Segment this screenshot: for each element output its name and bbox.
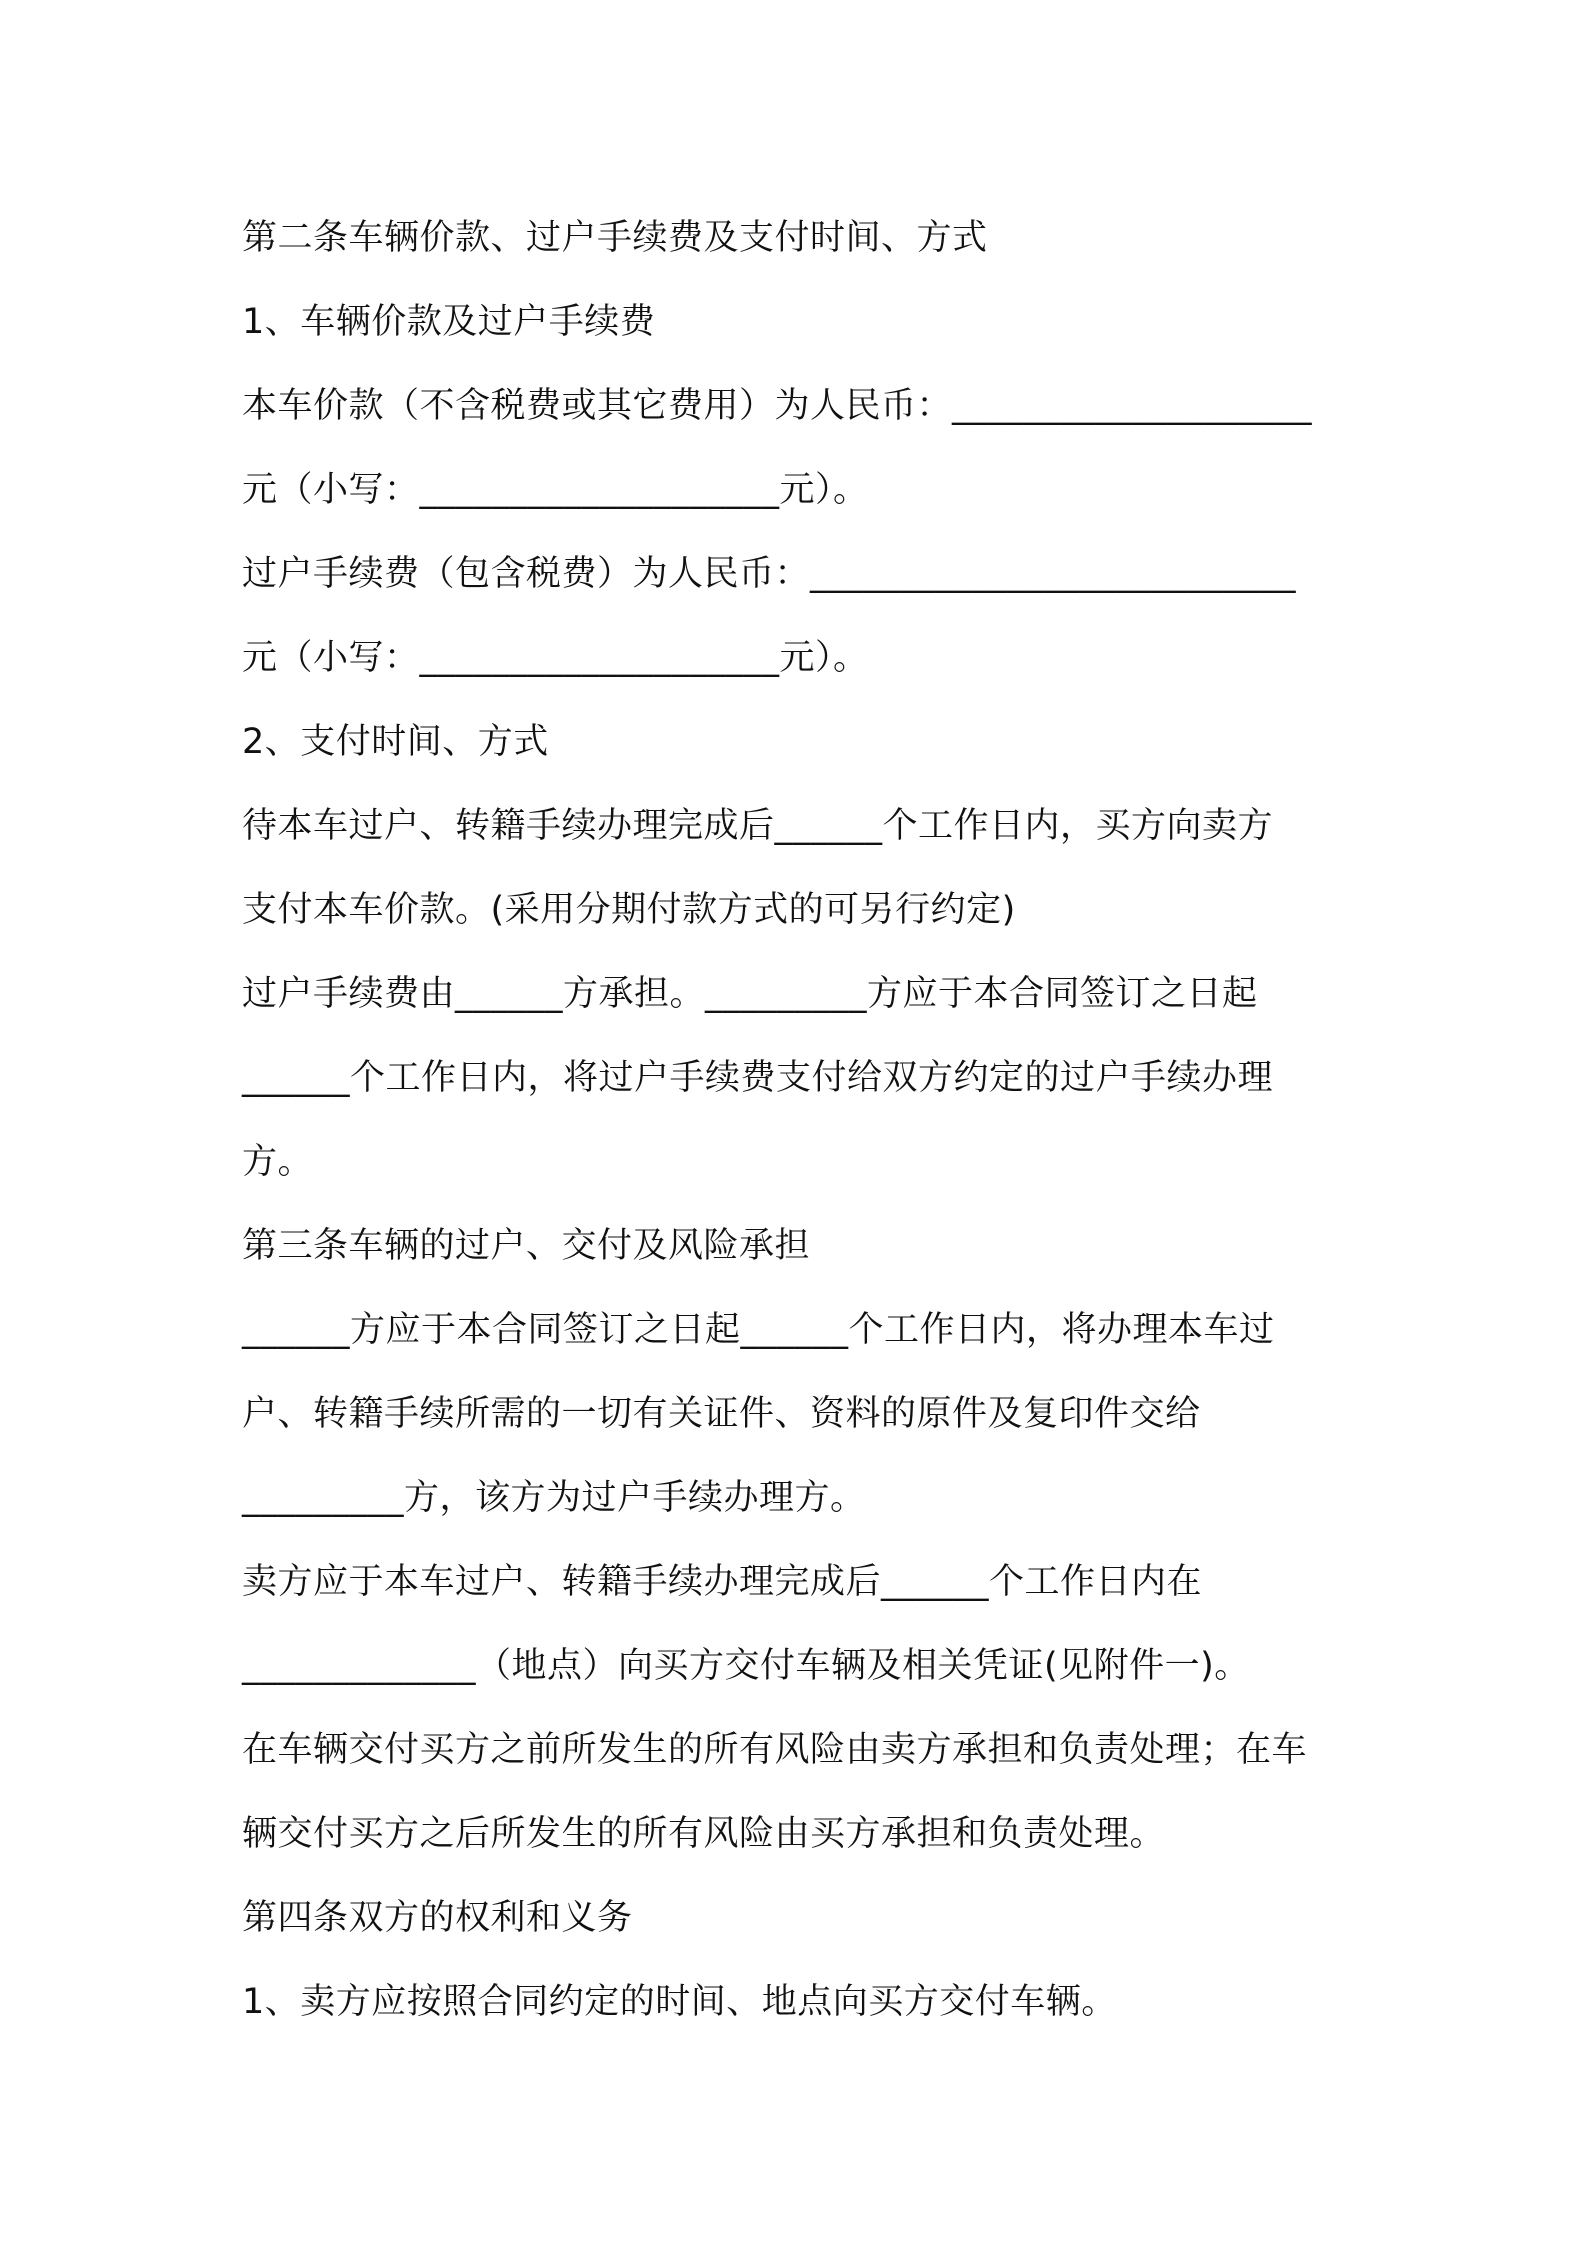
article-2-heading: 第二条车辆价款、过户手续费及支付时间、方式 — [242, 218, 988, 258]
delivery-line-1: 卖方应于本车过户、转籍手续办理完成后______个工作日内在 — [242, 1562, 1203, 1602]
vehicle-price-line: 本车价款（不含税费或其它费用）为人民币：____________________ — [242, 386, 1313, 426]
section-2-heading: 2、支付时间、方式 — [242, 722, 549, 762]
seller-duty-line: 1、卖方应按照合同约定的时间、地点向买方交付车辆。 — [242, 1982, 1117, 2022]
risk-line-1: 在车辆交付买方之前所发生的所有风险由卖方承担和负责处理；在车 — [242, 1730, 1308, 1770]
transfer-docs-line-1: ______方应于本合同签订之日起______个工作日内，将办理本车过 — [242, 1310, 1275, 1350]
fee-bearer-line-2: ______个工作日内，将过户手续费支付给双方约定的过户手续办理 — [242, 1058, 1274, 1098]
payment-time-line-2: 支付本车价款。(采用分期付款方式的可另行约定) — [242, 890, 1016, 930]
fee-bearer-line-1: 过户手续费由______方承担。_________方应于本合同签订之日起 — [242, 974, 1258, 1014]
section-1-heading: 1、车辆价款及过户手续费 — [242, 302, 656, 342]
transfer-fee-line: 过户手续费（包含税费）为人民币：___________________________ — [242, 554, 1297, 594]
risk-line-2: 辆交付买方之后所发生的所有风险由买方承担和负责处理。 — [242, 1814, 1166, 1854]
transfer-docs-line-3: _________方，该方为过户手续办理方。 — [242, 1478, 866, 1518]
article-4-heading: 第四条双方的权利和义务 — [242, 1898, 633, 1938]
vehicle-price-small-line: 元（小写：____________________元）。 — [242, 470, 869, 510]
article-3-heading: 第三条车辆的过户、交付及风险承担 — [242, 1226, 811, 1266]
document-body — [242, 196, 1362, 2044]
transfer-docs-line-2: 户、转籍手续所需的一切有关证件、资料的原件及复印件交给 — [242, 1394, 1201, 1434]
payment-time-line-1: 待本车过户、转籍手续办理完成后______个工作日内，买方向卖方 — [242, 806, 1274, 846]
delivery-line-2: _____________（地点）向买方交付车辆及相关凭证(见附件一)。 — [242, 1646, 1250, 1686]
fee-bearer-line-3: 方。 — [242, 1142, 314, 1182]
transfer-fee-small-line: 元（小写：____________________元）。 — [242, 638, 869, 678]
